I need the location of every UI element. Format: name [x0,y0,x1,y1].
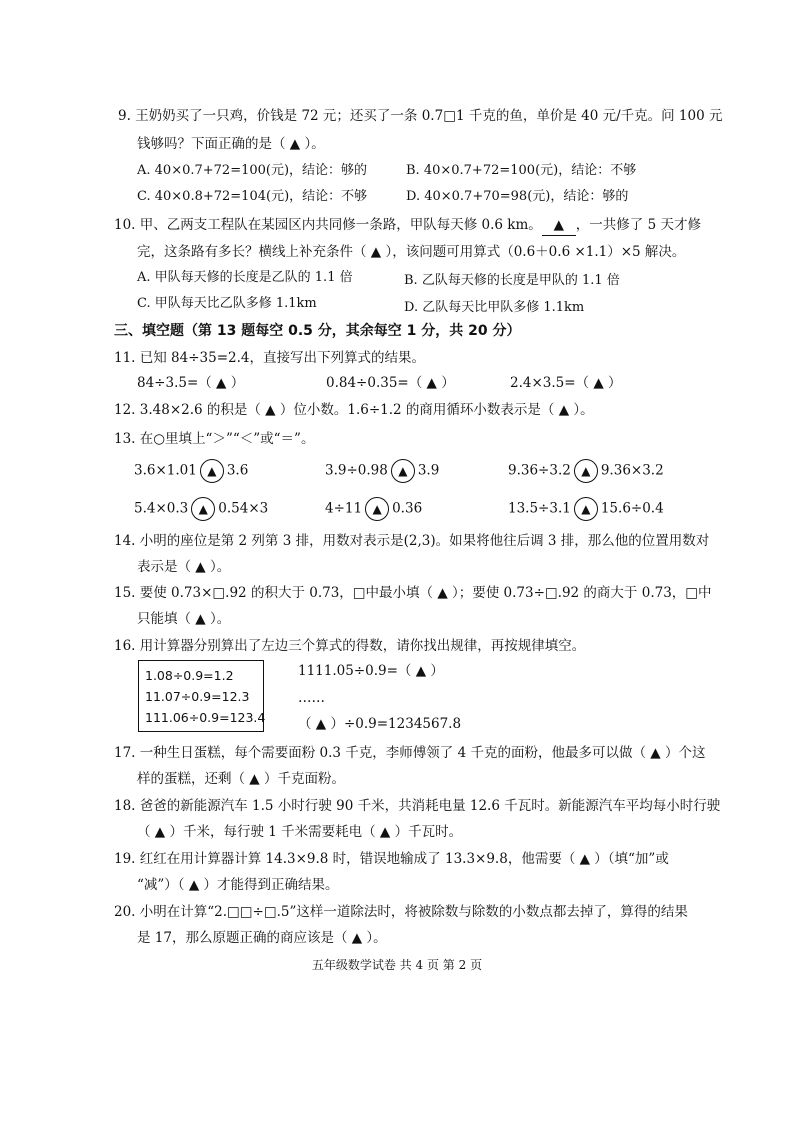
q19-line1: 19. 红红在用计算器计算 14.3×9.8 时，错误地输成了 13.3×9.8，他需要（ ▲ ）（填“加”或 [114,851,669,867]
q9-line1: 9. 王奶奶买了一只鸡，价钱是 72 元；还买了一条 0.7□1 千克的鱼，单价是 40 元/千克。问 100 元 [118,108,723,124]
q14-line1: 14. 小明的座位是第 2 列第 3 排，用数对表示是(2,3)。如果将他往后调 3 排，那么他的位置用数对 [114,533,710,549]
q11-expr-3: 2.4×3.5=（ ▲ ） [510,375,622,391]
compare-circle: ▲ [574,459,598,483]
q13-item-2 [325,459,439,483]
q20-line2: 是 17，那么原题正确的商应该是（ ▲ ）。 [137,930,387,946]
q12-line: 12. 3.48×2.6 的积是（ ▲ ）位小数。1.6÷1.2 的商用循环小数表示是（ ▲ ）。 [114,402,594,418]
q13-item-4-left: 5.4×0.3 [134,500,189,517]
q13-item-2-right: 3.9 [417,462,440,479]
q13-item-4-right: 0.54×3 [218,500,269,517]
q10-line1 [114,215,701,236]
q15-line1: 15. 要使 0.73×□.92 的积大于 0.73，□中最小填（ ▲ ）；要使 0.73÷□.92 的商大于 0.73，□中 [114,585,712,601]
q11-stem: 11. 已知 84÷35=2.4，直接写出下列算式的结果。 [114,350,426,366]
q15-line2: 只能填（ ▲ ）。 [137,611,231,627]
q13-item-3-left: 9.36÷3.2 [508,462,571,479]
q17-line1: 17. 一种生日蛋糕，每个需要面粉 0.3 千克，李师傅领了 4 千克的面粉，他最多可以做（ ▲ ）个这 [114,745,706,761]
q13-item-6 [508,497,664,521]
q13-item-5 [325,497,422,521]
q18-line2: （ ▲ ）千米，每行驶 1 千米需要耗电（ ▲ ）千瓦时。 [137,824,463,840]
q11-expr-2: 0.84÷0.35=（ ▲ ） [326,375,455,391]
q9-option-c: C. 40×0.8+72=104(元)，结论：不够 [137,189,368,204]
q9-option-a: A. 40×0.7+72=100(元)，结论：够的 [137,163,368,178]
q16-fill-2: （ ▲ ）÷0.9=1234567.8 [298,716,462,732]
compare-circle: ▲ [365,497,389,521]
q16-dots: …… [298,690,325,706]
q13-item-4 [134,497,268,521]
q13-item-3-right: 9.36×3.2 [600,462,664,479]
q18-line1: 18. 爸爸的新能源汽车 1.5 小时行驶 90 千米，共消耗电量 12.6 千瓦时。新能源汽车平均每小时行驶 [114,798,721,814]
q16-box-line-2: 11.07÷0.9=12.3 [145,689,250,704]
compare-circle: ▲ [574,497,598,521]
section-3-heading: 三、填空题（第 13 题每空 0.5 分，其余每空 1 分，共 20 分） [114,323,521,339]
q20-line1: 20. 小明在计算“2.□□÷□.5”这样一道除法时，将被除数与除数的小数点都去掉了，算得的结果 [114,904,688,920]
q14-line2: 表示是（ ▲ ）。 [137,559,231,575]
q10-option-d: D. 乙队每天比甲队多修 1.1km [404,300,585,315]
q13-item-6-right: 15.6÷0.4 [600,500,664,517]
compare-circle: ▲ [391,459,415,483]
q13-item-2-left: 3.9÷0.98 [325,462,388,479]
q10-option-b: B. 乙队每天修的长度是甲队的 1.1 倍 [404,273,620,288]
q10-line2: 完，这条路有多长？横线上补充条件（ ▲ ），该问题可用算式（0.6＋0.6 ×1.1）×5 解决。 [137,244,686,260]
q13-item-5-left: 4÷11 [325,500,363,517]
page-footer: 五年级数学试卷 共 4 页 第 2 页 [311,958,483,972]
q19-line2: “减”）（ ▲ ）才能得到正确结果。 [137,877,339,893]
q16-fill-1: 1111.05÷0.9=（ ▲ ） [298,663,444,679]
q11-expr-1: 84÷3.5=（ ▲ ） [137,375,245,391]
q13-item-6-left: 13.5÷3.1 [508,500,571,517]
q13-item-3 [508,459,664,483]
q10-option-a: A. 甲队每天修的长度是乙队的 1.1 倍 [137,270,353,285]
q10-line1-end: ，一共修了 5 天才修 [575,217,701,233]
q16-box-line-1: 1.08÷0.9=1.2 [145,668,234,683]
q10-blank: ▲ [542,215,576,236]
q16-stem: 16. 用计算器分别算出了左边三个算式的得数，请你找出规律，再按规律填空。 [114,638,586,654]
q13-stem: 13. 在○里填上“＞”“＜”或“＝”。 [114,431,315,447]
compare-circle: ▲ [191,497,215,521]
q10-line1-start: 10. 甲、乙两支工程队在某园区内共同修一条路，甲队每天修 0.6 km。 [114,217,542,233]
q13-item-1 [134,459,248,483]
q13-item-1-right: 3.6 [226,462,249,479]
q9-line2: 钱够吗？下面正确的是（ ▲ ）。 [137,136,325,152]
q9-option-d: D. 40×0.7+70=98(元)，结论：够的 [406,189,629,204]
compare-circle: ▲ [200,459,224,483]
q16-box-line-3: 111.06÷0.9=123.4 [145,710,266,725]
q13-item-5-right: 0.36̇ [392,500,423,517]
q10-option-c: C. 甲队每天比乙队多修 1.1km [137,296,317,311]
q13-item-1-left: 3.6×1.01 [134,462,197,479]
q16-pattern-box [138,660,264,732]
q17-line2: 样的蛋糕，还剩（ ▲ ）千克面粉。 [137,771,345,787]
q9-option-b: B. 40×0.7+72=100(元)，结论：不够 [406,163,637,178]
